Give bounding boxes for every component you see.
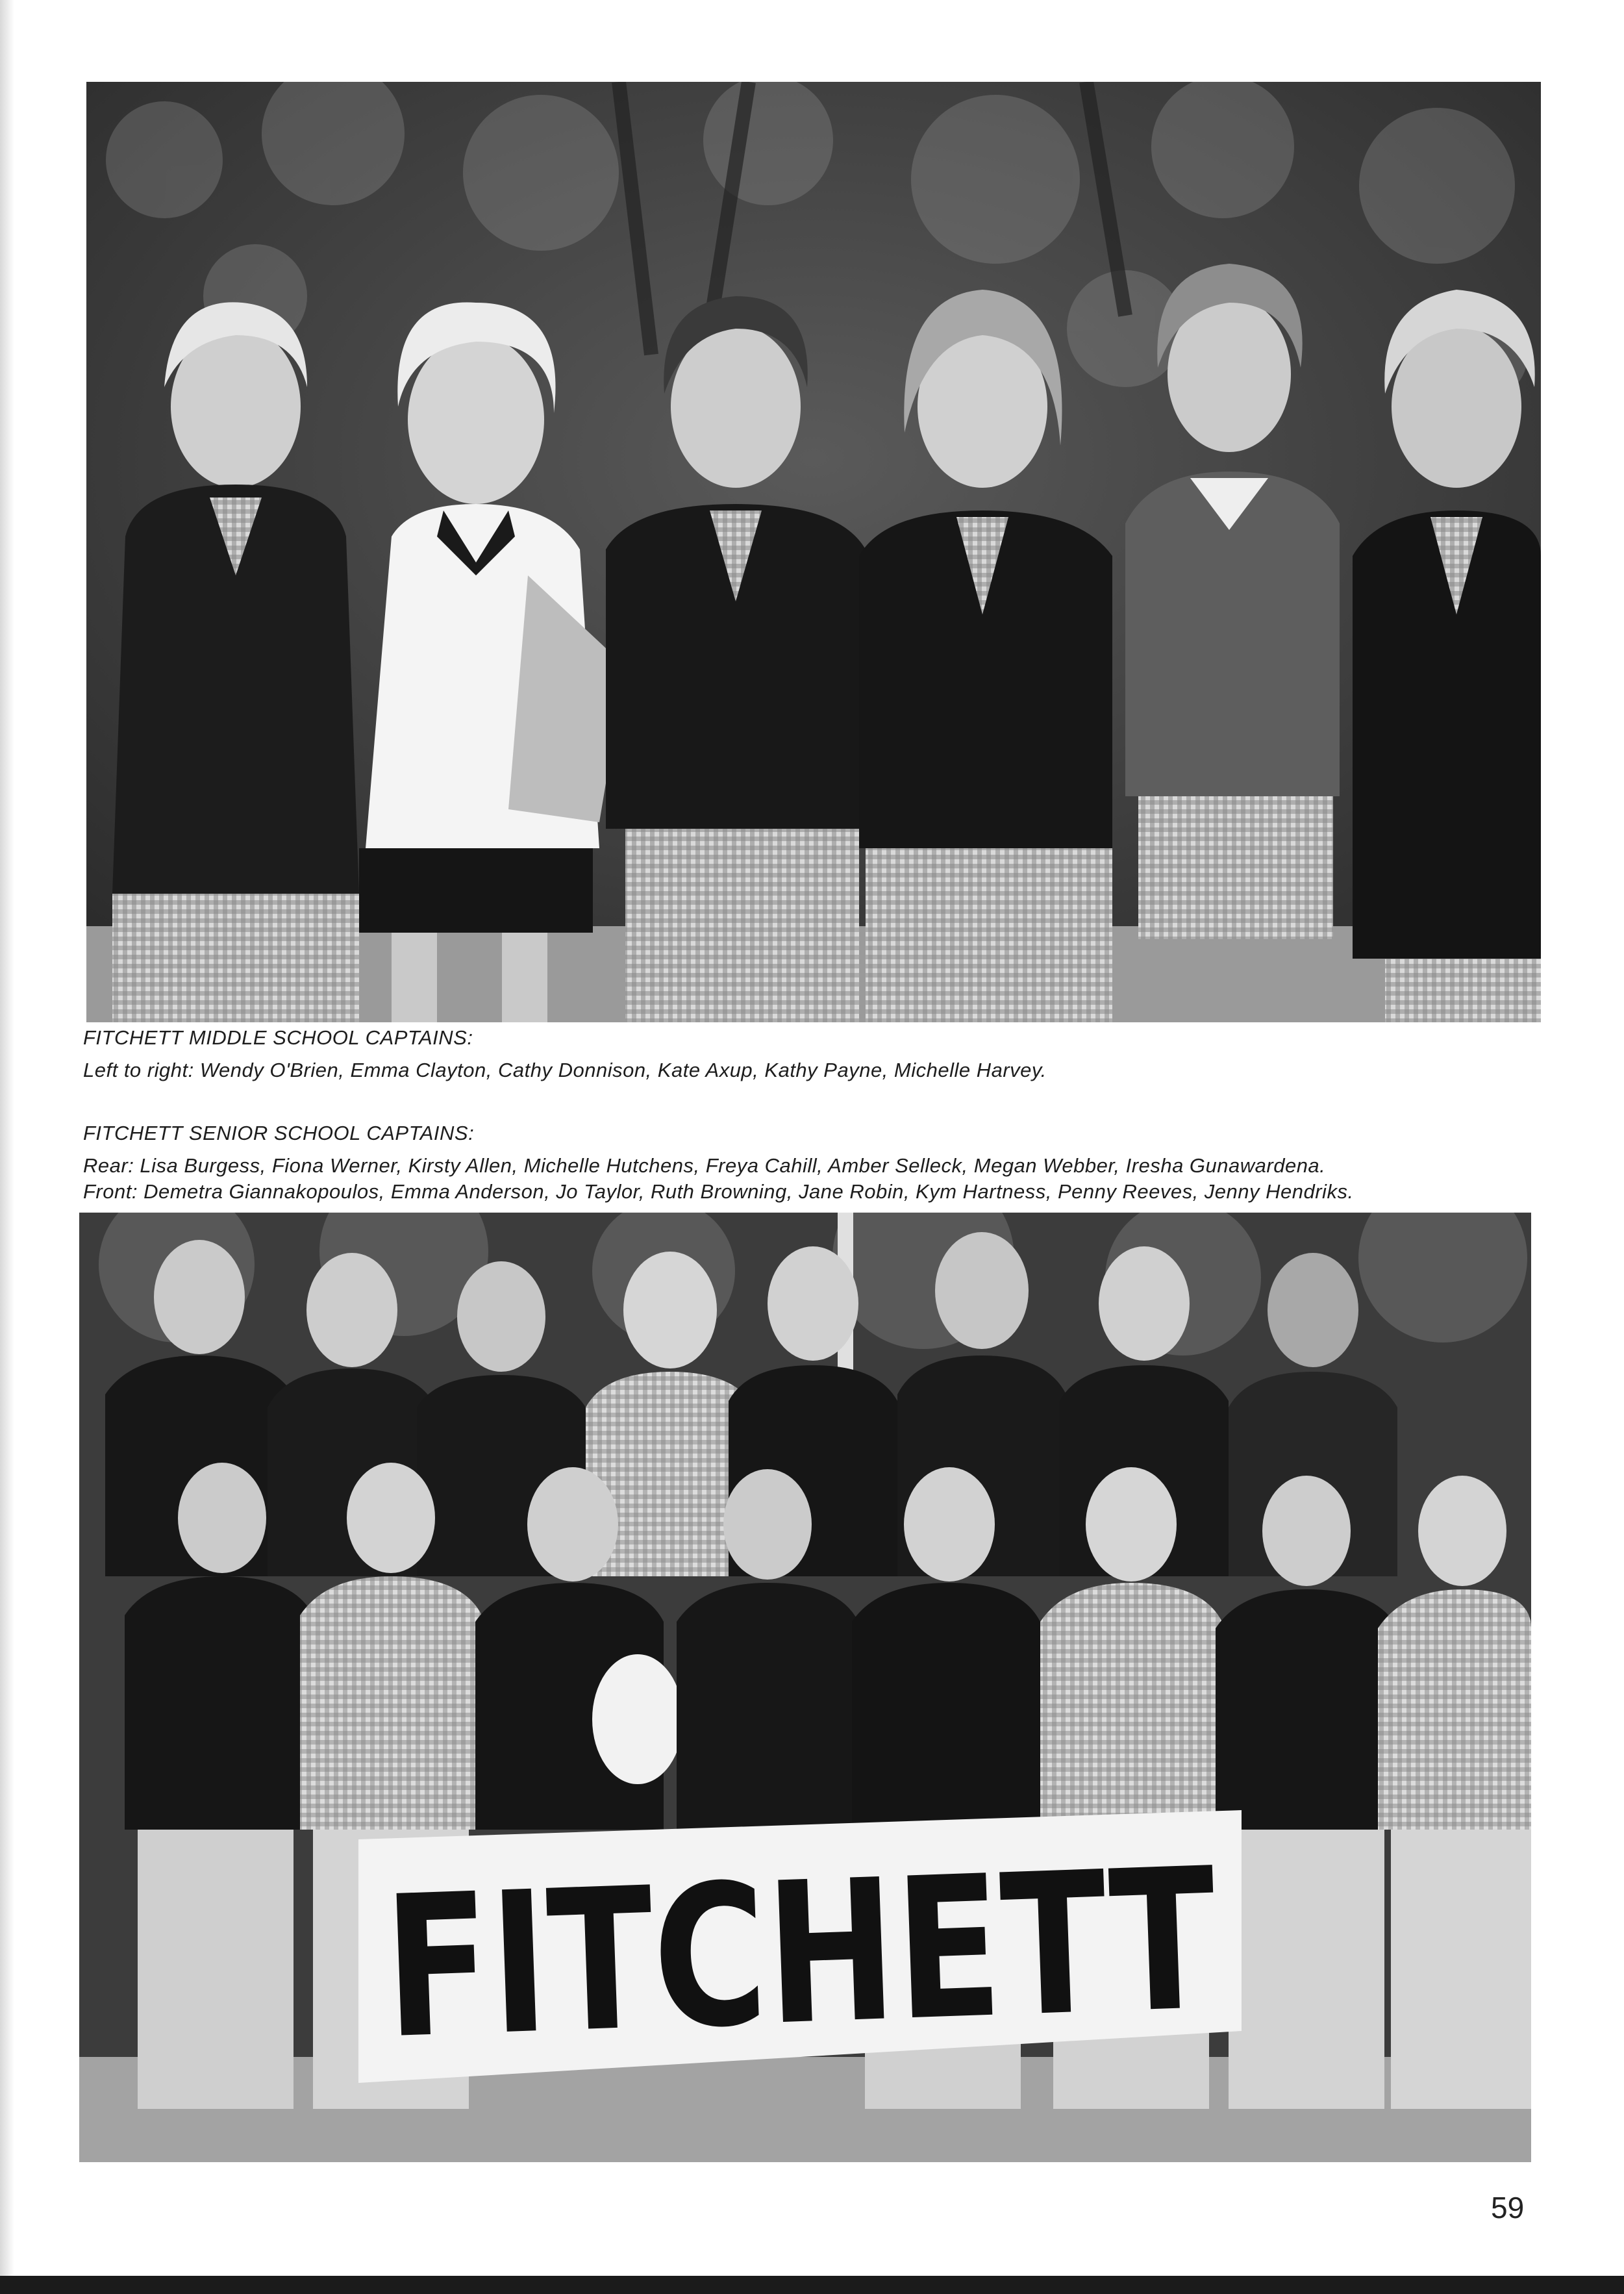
senior-school-caption-front: Front: Demetra Giannakopoulos, Emma Anderson, Jo Taylor, Ruth Browning, Jane Robin, Kym Hartness, Penny Reeves, Jenny Hendriks. <box>83 1180 1354 1203</box>
middle-school-captains-photo <box>86 82 1541 1022</box>
middle-school-caption-names: Left to right: Wendy O'Brien, Emma Clayton, Cathy Donnison, Kate Axup, Kathy Payne, Michelle Harvey. <box>83 1059 1047 1081</box>
senior-school-caption-title: FITCHETT SENIOR SCHOOL CAPTAINS: <box>83 1122 475 1144</box>
banner-text: FITCHETT <box>381 1819 1436 2082</box>
page-gutter-shadow <box>0 0 14 2294</box>
middle-school-caption-title: FITCHETT MIDDLE SCHOOL CAPTAINS: <box>83 1026 473 1049</box>
senior-school-caption-rear: Rear: Lisa Burgess, Fiona Werner, Kirsty Allen, Michelle Hutchens, Freya Cahill, Amber Selleck, Megan Webber, Iresha Gunawardena. <box>83 1154 1326 1177</box>
fitchett-banner <box>358 1810 1436 2083</box>
page-bottom-edge <box>0 2276 1624 2294</box>
senior-school-captains-photo <box>79 1213 1531 2162</box>
page-number: 59 <box>1491 2191 1525 2225</box>
